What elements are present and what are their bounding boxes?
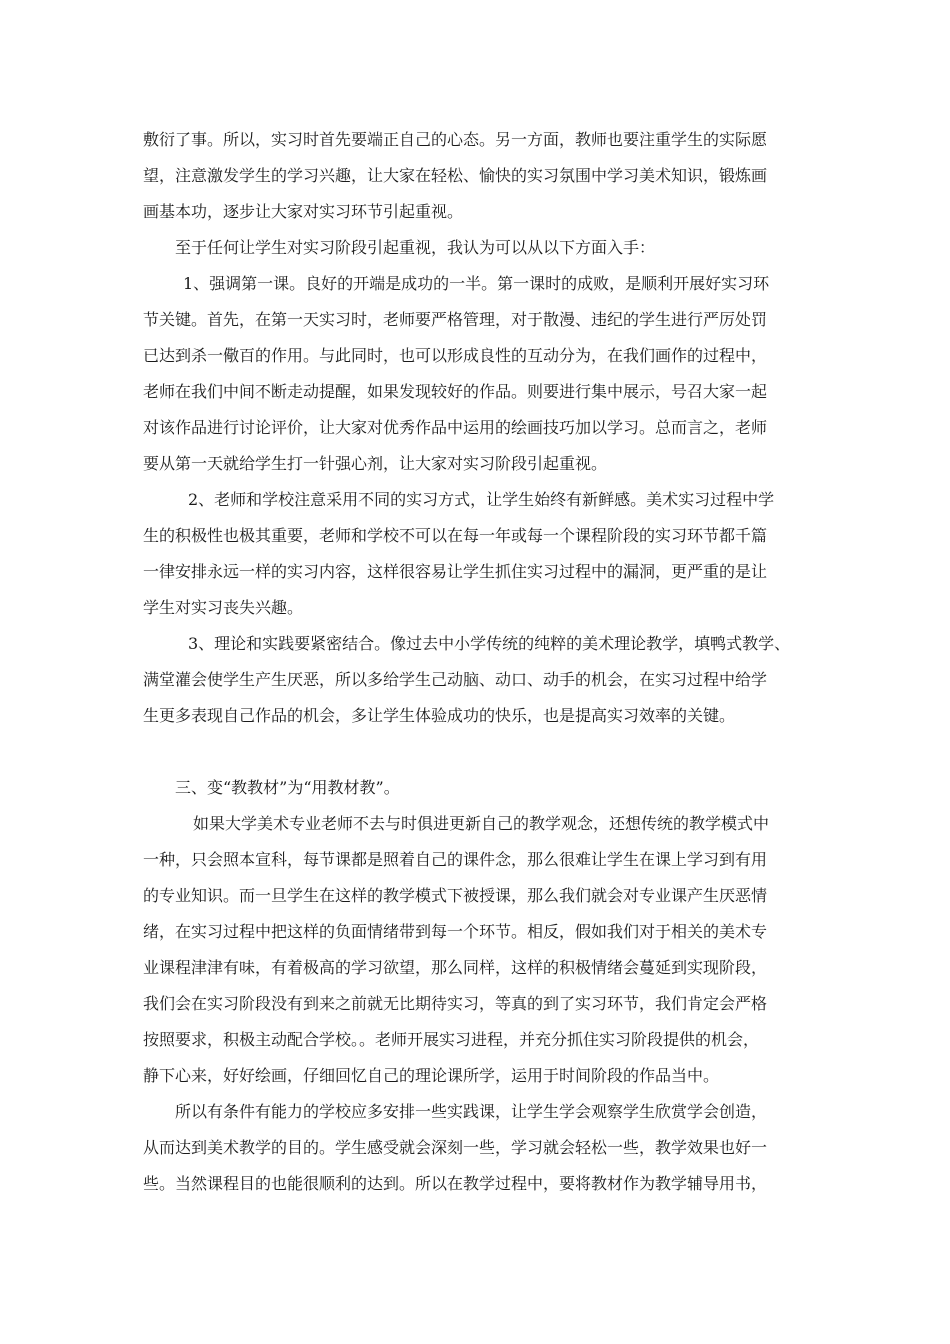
text-line: 一种，只会照本宣科，每节课都是照着自己的课件念，那么很难让学生在课上学习到有用 xyxy=(143,850,768,869)
text-line: 绪，在实习过程中把这样的负面情绪带到每一个环节。相反，假如我们对于相关的美术专 xyxy=(143,922,768,941)
text-line: 的专业知识。而一旦学生在这样的教学模式下被授课，那么我们就会对专业课产生厌恶情 xyxy=(143,886,768,905)
text-line: 望，注意激发学生的学习兴趣，让大家在轻松、愉快的实习氛围中学习美术知识，锻炼画 xyxy=(143,166,768,185)
text-line: 敷衍了事。所以，实习时首先要端正自己的心态。另一方面，教师也要注重学生的实际愿 xyxy=(143,130,768,149)
text-line: 至于任何让学生对实习阶段引起重视，我认为可以从以下方面入手： xyxy=(175,238,656,257)
text-line: 老师在我们中间不断走动提醒，如果发现较好的作品。则要进行集中展示，号召大家一起 xyxy=(143,382,768,401)
text-line: 从而达到美术教学的目的。学生感受就会深刻一些，学习就会轻松一些，教学效果也好一 xyxy=(143,1138,768,1157)
text-line: 要从第一天就给学生打一针强心剂，让大家对实习阶段引起重视。 xyxy=(143,454,608,473)
text-line: 2、老师和学校注意采用不同的实习方式，让学生始终有新鲜感。美术实习过程中学 xyxy=(188,490,775,509)
text-line: 如果大学美术专业老师不去与时俱进更新自己的教学观念，还想传统的教学模式中 xyxy=(193,814,770,833)
text-line: 画基本功，逐步让大家对实习环节引起重视。 xyxy=(143,202,464,221)
text-line: 生的积极性也极其重要，老师和学校不可以在每一年或每一个课程阶段的实习环节都千篇 xyxy=(143,526,768,545)
text-line: 我们会在实习阶段没有到来之前就无比期待实习，等真的到了实习环节，我们肯定会严格 xyxy=(143,994,768,1013)
text-line: 满堂灌会使学生产生厌恶，所以多给学生己动脑、动口、动手的机会，在实习过程中给学 xyxy=(143,670,768,689)
text-line: 一律安排永远一样的实习内容，这样很容易让学生抓住实习过程中的漏洞，更严重的是让 xyxy=(143,562,768,581)
text-line: 已达到杀一儆百的作用。与此同时，也可以形成良性的互动分为，在我们画作的过程中， xyxy=(143,346,768,365)
text-line: 按照要求，积极主动配合学校。。老师开展实习进程，并充分抓住实习阶段提供的机会， xyxy=(143,1030,760,1049)
text-line: 静下心来，好好绘画，仔细回忆自己的理论课所学，运用于时间阶段的作品当中。 xyxy=(143,1066,720,1085)
text-line: 所以有条件有能力的学校应多安排一些实践课，让学生学会观察学生欣赏学会创造， xyxy=(175,1102,768,1121)
section-heading: 三、变“教教材”为“用教材教”。 xyxy=(175,778,400,797)
text-line: 对该作品进行讨论评价，让大家对优秀作品中运用的绘画技巧加以学习。总而言之，老师 xyxy=(143,418,768,437)
text-line: 节关键。首先，在第一天实习时，老师要严格管理，对于散漫、违纪的学生进行严厉处罚 xyxy=(143,310,768,329)
text-line: 生更多表现自己作品的机会，多让学生体验成功的快乐，也是提高实习效率的关键。 xyxy=(143,706,736,725)
text-line: 些。当然课程目的也能很顺利的达到。所以在教学过程中，要将教材作为教学辅导用书， xyxy=(143,1174,768,1193)
text-line: 3、理论和实践要紧密结合。像过去中小学传统的纯粹的美术理论教学，填鸭式教学、 xyxy=(188,634,791,653)
text-line: 业课程津津有味，有着极高的学习欲望，那么同样，这样的积极情绪会蔓延到实现阶段， xyxy=(143,958,768,977)
text-line: 1、强调第一课。良好的开端是成功的一半。第一课时的成败，是顺利开展好实习环 xyxy=(183,274,770,293)
text-line: 学生对实习丧失兴趣。 xyxy=(143,598,304,617)
